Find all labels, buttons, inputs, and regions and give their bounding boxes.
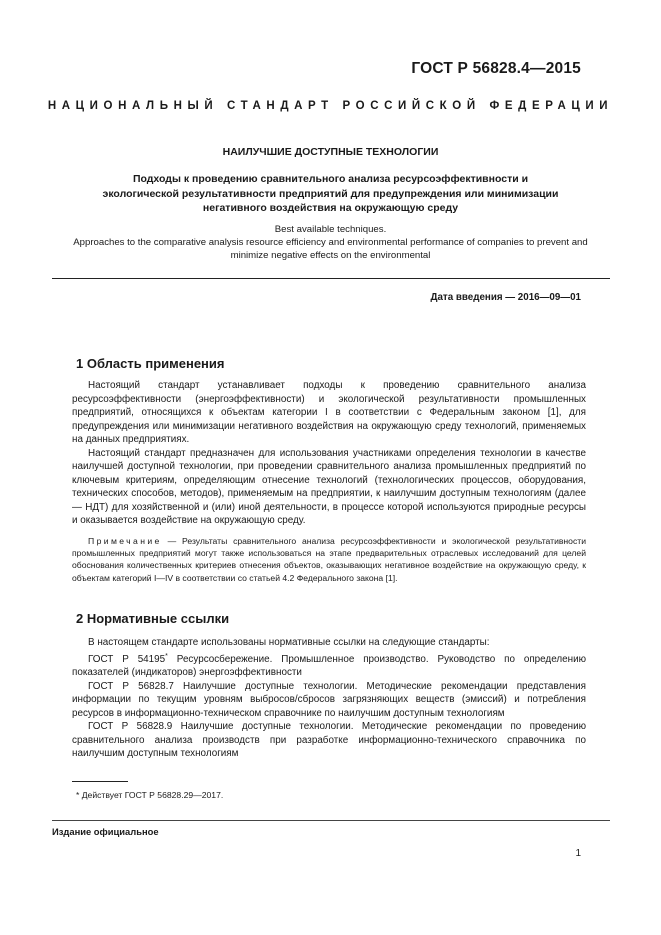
reference-code: ГОСТ Р 54195: [88, 653, 166, 665]
reference-item: [72, 720, 586, 761]
reference-text: Наилучшие доступные технологии. Методические рекомендации по проведению сравнительного анализа производств при разработке информационно-технического справочника по наилучшим доступным технологиям: [72, 721, 587, 759]
official-edition-label: Издание официальное: [52, 826, 159, 837]
reference-item: [72, 650, 586, 680]
footnote-divider: [72, 781, 128, 782]
normative-references: [72, 636, 586, 761]
section-1-note: [72, 535, 586, 584]
footnote: * Действует ГОСТ Р 56828.29—2017.: [76, 790, 224, 800]
section-1-paragraph-2: Настоящий стандарт предназначен для использования участниками определения технологии в качестве наилучшей доступной технологии, при проведении сравнительного анализа промышленных предприятий по ключевым критериям, определяющим отнесение технологий (технологических процессов, оборудования, технических способов, методов), применяемым на предприятии, к наилучшим доступным технологиям (далее — НДТ) для хозяйственной и (или) иной деятельности, в процессе которой используются природные ресурсы и оказывается воздействие на окружающую среду.: [72, 447, 586, 526]
national-standard-heading: НАЦИОНАЛЬНЫЙ СТАНДАРТ РОССИЙСКОЙ ФЕДЕРАЦИИ: [47, 100, 614, 112]
reference-code: ГОСТ Р 56828.9: [88, 721, 173, 732]
standard-title: НАИЛУЧШИЕ ДОСТУПНЫЕ ТЕХНОЛОГИИ: [222, 146, 439, 158]
note-text: — Результаты сравнительного анализа ресурсоэффективности и экологической результативности промышленных предприятий могут также использоваться на этапе предварительных отраслевых исследований для целей обоснования количественных критериев отнесения объектов, оказывающих негативное воздействие на окружающую среду, к объектам категорий I—IV в соответствии со статьей 4.2 Федерального закона [1].: [72, 536, 586, 583]
edition-divider: [52, 820, 610, 821]
note-label: Примечание: [88, 536, 162, 546]
english-title: [60, 224, 601, 262]
title-divider: [52, 278, 610, 279]
section-1-heading: 1 Область применения: [76, 356, 225, 371]
english-title-line-1: Best available techniques.: [274, 224, 387, 235]
reference-item: [72, 680, 586, 721]
standard-subtitle: Подходы к проведению сравнительного анализа ресурсоэффективности и экологической результативности предприятий для предупреждения или минимизации негативного воздействия на окружающую среду: [102, 173, 559, 214]
footnote-mark: *: [165, 652, 168, 660]
section-2-heading: 2 Нормативные ссылки: [76, 611, 230, 626]
document-number: ГОСТ Р 56828.4—2015: [411, 60, 581, 77]
introduction-date: Дата введения — 2016—09—01: [430, 292, 581, 303]
reference-code: ГОСТ Р 56828.7: [88, 680, 174, 692]
section-1-body: [72, 379, 586, 528]
reference-text: Наилучшие доступные технологии. Методические рекомендации представления информации по текущим уровням выбросов/сбросов загрязняющих веществ (эмиссий) и потребления ресурсов в информационно-техническом справочнике по наилучшим доступным технологиям: [72, 680, 587, 719]
reference-text: Ресурсосбережение. Промышленное производство. Руководство по определению показателей (индикаторов) энергоэффективности: [72, 653, 586, 678]
page-number: 1: [575, 848, 581, 859]
section-1-paragraph-1: Настоящий стандарт устанавливает подходы к проведению сравнительного анализа ресурсоэффективности (энергоэффективности) и экологической результативности промышленных предприятий, относящихся к объектам категории I в соответствии с Федеральным законом [1], для предупреждения или минимизации негативного воздействия на окружающую среду технологий, применяемых на данных предприятиях.: [72, 380, 586, 445]
references-intro: В настоящем стандарте использованы нормативные ссылки на следующие стандарты:: [88, 637, 490, 648]
english-title-line-2: Approaches to the comparative analysis resource efficiency and environmental performance of companies to prevent and minimize negative effects on the environmental: [73, 236, 588, 261]
